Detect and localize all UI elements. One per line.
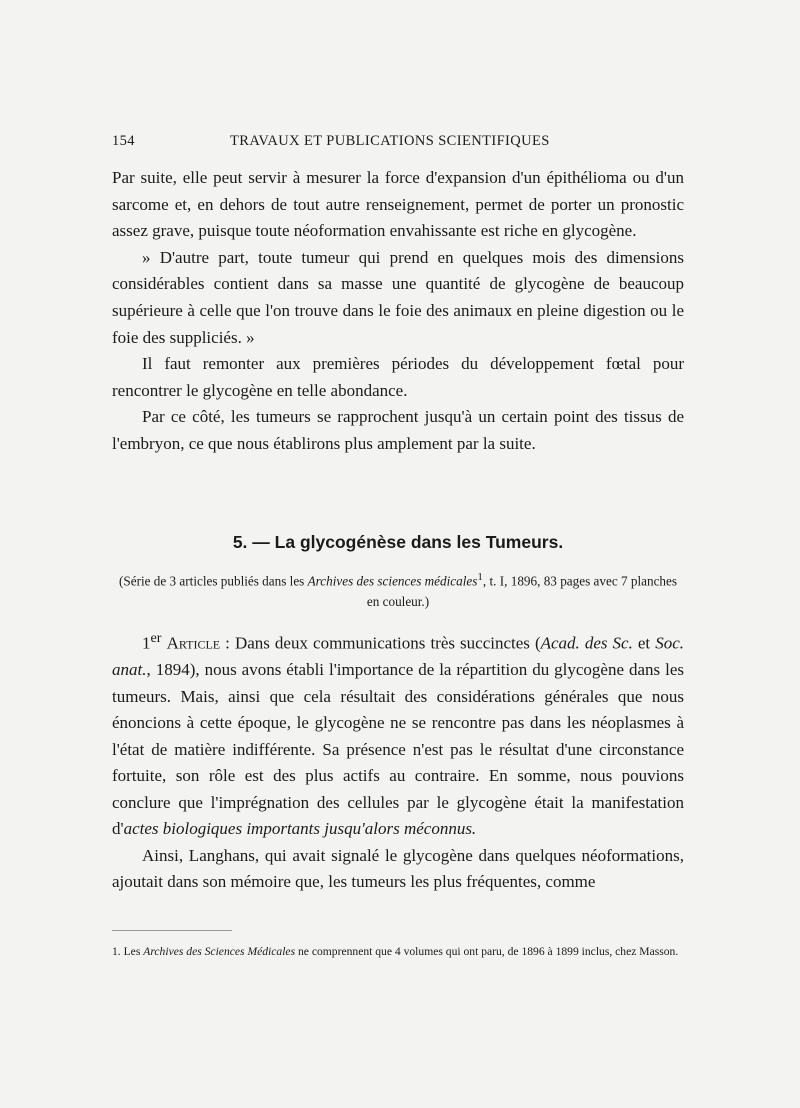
section-title: — La glycogénèse dans les Tumeurs.: [252, 532, 564, 552]
footnote-text: Les: [120, 945, 144, 958]
footnote-rule: [112, 930, 232, 931]
paragraph-text: : Dans deux communications très succinctes (: [220, 633, 541, 653]
running-title: TRAVAUX ET PUBLICATIONS SCIENTIFIQUES: [230, 133, 550, 149]
series-note-text: (Série de 3 articles publiés dans les: [119, 573, 308, 589]
article-label: Article: [166, 633, 221, 653]
paragraph-text: , 1894), nous avons établi l'importance de la répartition du glycogène dans les tumeurs. Mais, ainsi que cela résultait des considérations générales que nous énoncions à cette époque, le glycogène ne se rencontre pas dans les néoplasmes à l'état de matière indifférente. Sa présence n'est pas le résultat d'une circonstance fortuite, son rôle est des plus actifs au contraire. En somme, nous pouvions conclure que l'imprégnation des cellules par le glycogène était la manifestation d': [112, 660, 684, 839]
paragraph: Par suite, elle peut servir à mesurer la force d'expansion d'un épithélioma ou d'un sarcome et, en dehors de tout autre renseignement, permet de porter un pronostic assez grave, puisque toute néoformation envahissante est riche en glycogène.: [112, 168, 684, 241]
paragraph: » D'autre part, toute tumeur qui prend en quelques mois des dimensions considérables contient dans sa masse une quantité de glycogène de beaucoup supérieure à celle que l'on trouve dans le foie des animaux en pleine digestion ou le foie des suppliciés. »: [112, 247, 684, 347]
paragraph: Ainsi, Langhans, qui avait signalé le glycogène dans quelques néoformations, ajoutait dans son mémoire que, les tumeurs les plus fréquentes, comme: [112, 845, 684, 892]
section-number: 5.: [232, 532, 248, 552]
body-text-top: [112, 165, 684, 458]
reference-acad: Acad. des Sc.: [540, 633, 633, 653]
series-note-text: , t. I, 1896, 83 pages avec 7 planches en couleur.): [366, 573, 677, 610]
footnote-text: ne comprennent que 4 volumes qui ont paru, de 1896 à 1899 inclus, chez Masson.: [295, 945, 679, 958]
article-paragraph: [112, 625, 684, 843]
article-ordinal: er: [150, 630, 162, 646]
paragraph: Il faut remonter aux premières périodes du développement fœtal pour rencontrer le glycogène en telle abondance.: [112, 354, 684, 400]
reference-soc: Soc. anat.: [112, 633, 685, 680]
footnote-marker: 1: [477, 571, 483, 583]
section-heading: [112, 532, 684, 553]
article-number: 1: [142, 633, 151, 653]
paragraph: Par ce côté, les tumeurs se rapprochent jusqu'à un certain point des tissus de l'embryon, ce que nous établirons plus amplement par la suite.: [112, 407, 684, 453]
footnote-journal: Archives des Sciences Médicales: [143, 945, 296, 958]
body-text-bottom: [112, 625, 684, 896]
series-journal: Archives des sciences médicales: [307, 573, 478, 589]
emphasis-text: actes biologiques importants jusqu'alors méconnus.: [123, 819, 477, 839]
page-number: 154: [112, 133, 135, 149]
paragraph-text: et: [632, 633, 656, 653]
footnote: [112, 943, 684, 960]
footnote-number: 1.: [112, 945, 121, 958]
series-note: [112, 567, 684, 612]
